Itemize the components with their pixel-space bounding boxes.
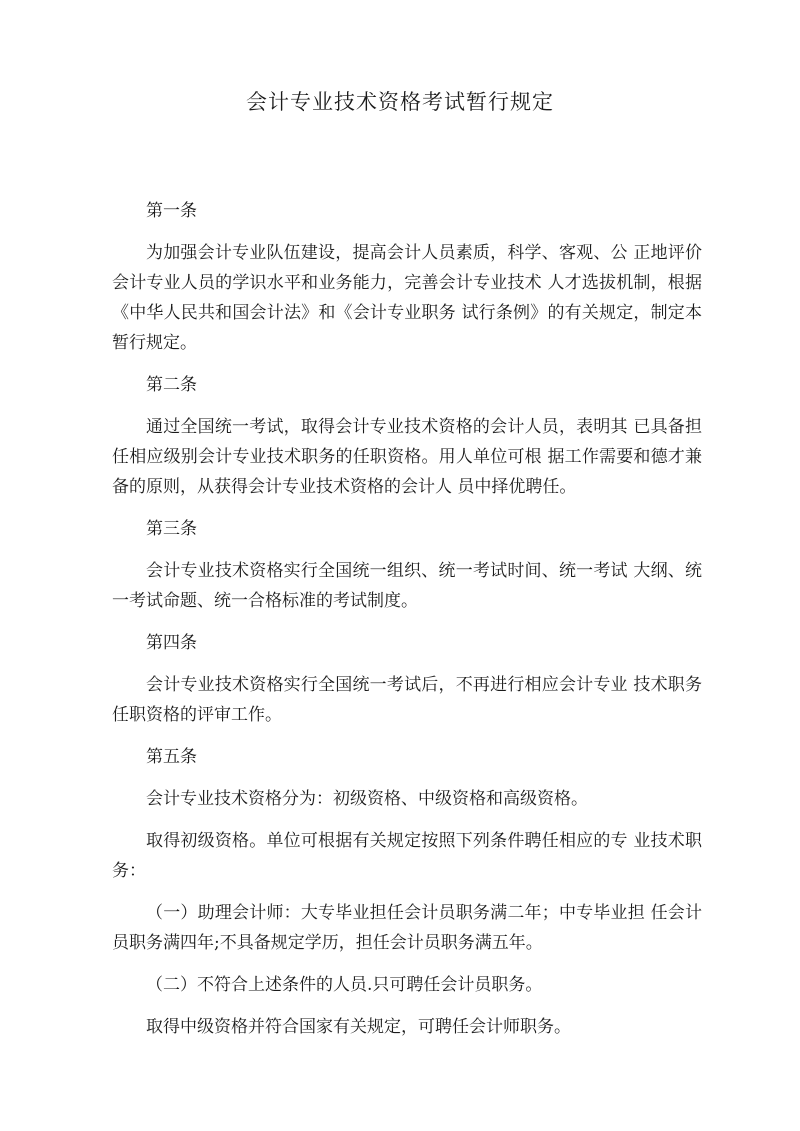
article-1-paragraph-1: 为加强会计专业队伍建设，提高会计人员素质，科学、客观、公 正地评价会计专业人员的学识水平和业务能力，完善会计专业技术 人才选拔机制，根据《中华人民共和国会计法》和《会计专业职务 试行条例》的有关规定，制定本暂行规定。 (112, 243, 702, 353)
article-heading-5: 第五条 (146, 747, 197, 767)
article-5-paragraph-2: 取得初级资格。单位可根据有关规定按照下列条件聘任相应的专 业技术职务： (112, 831, 702, 881)
document-body (112, 196, 702, 1054)
article-heading-1: 第一条 (146, 201, 197, 221)
article-3-paragraph-1: 会计专业技术资格实行全国统一组织、统一考试时间、统一考试 大纲、统一考试命题、统一合格标准的考试制度。 (112, 561, 702, 611)
article-5-paragraph-4: （二）不符合上述条件的人员.只可聘任会计员职务。 (146, 975, 543, 995)
article-5-paragraph-3: （一）助理会计师：大专毕业担任会计员职务满二年；中专毕业担 任会计员职务满四年;不具备规定学历，担任会计员职务满五年。 (112, 903, 702, 953)
article-5-paragraph-5: 取得中级资格并符合国家有关规定，可聘任会计师职务。 (146, 1017, 571, 1037)
article-heading-4: 第四条 (146, 633, 197, 653)
article-4-paragraph-1: 会计专业技术资格实行全国统一考试后，不再进行相应会计专业 技术职务任职资格的评审工作。 (112, 675, 702, 725)
article-5-paragraph-1: 会计专业技术资格分为：初级资格、中级资格和高级资格。 (146, 789, 588, 809)
article-heading-2: 第二条 (146, 375, 197, 395)
article-heading-3: 第三条 (146, 519, 197, 539)
article-2-paragraph-1: 通过全国统一考试，取得会计专业技术资格的会计人员，表明其 已具备担任相应级别会计专业技术职务的任职资格。用人单位可根 据工作需要和德才兼备的原则，从获得会计专业技术资格的会计人 员中择优聘任。 (112, 417, 702, 497)
document-title: 会计专业技术资格考试暂行规定 (246, 90, 554, 114)
